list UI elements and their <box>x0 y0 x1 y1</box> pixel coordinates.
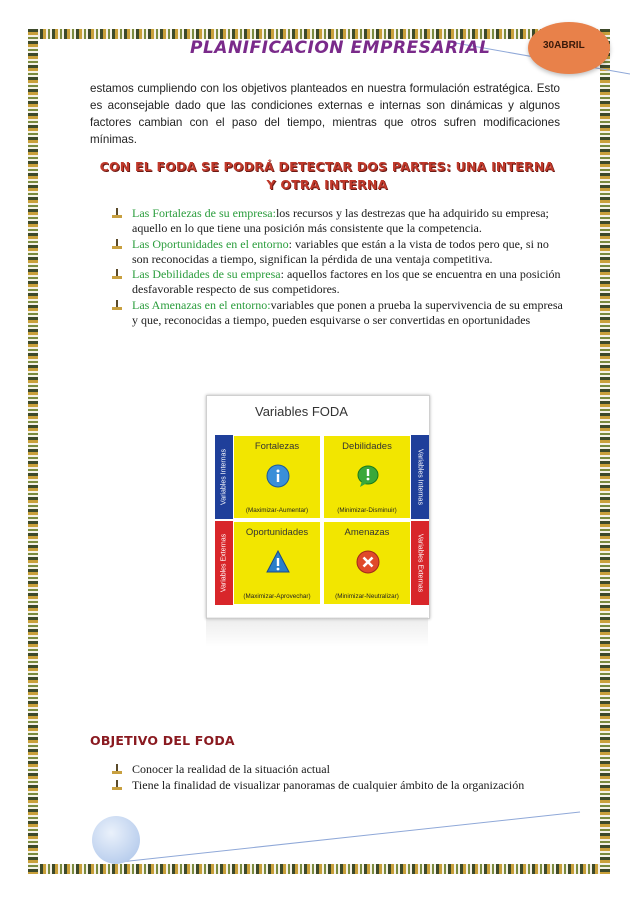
list-item <box>112 298 564 329</box>
intro-paragraph: estamos cumpliendo con los objetivos planteados en nuestra formulación estratégica. Esto es aconsejable dado que las condiciones externas e internas son dinámicas y algunos factores cambian con el paso del tiempo, mientras que otros sufren modificaciones mínimas. <box>90 82 560 146</box>
objetivo-bullet-list <box>112 762 582 793</box>
quadrant-amenazas: Amenazas (Minimizar-Neutralizar) <box>323 521 411 605</box>
oportunidades-colon: : <box>288 236 292 251</box>
info-circle-icon <box>266 464 290 488</box>
list-item <box>112 267 564 298</box>
list-item <box>112 762 582 778</box>
amenazas-term: Las Amenazas en el entorno: <box>132 297 271 312</box>
foda-heading-line-2: Y OTRA INTERNA <box>266 177 388 192</box>
bullet-marker-icon <box>112 300 122 310</box>
oportunidades-text: variables que están a la vista de todos pero que, si no son reconocidas a tiempo, significan la pérdida de una ventaja competitiva. <box>132 236 549 266</box>
debilidades-colon: : <box>280 267 284 282</box>
foda-bullet-list <box>112 206 564 328</box>
bullet-marker-icon <box>112 269 122 279</box>
footer-decorative-circle <box>92 816 140 864</box>
image-title: Variables FODA <box>255 404 348 419</box>
debilidades-text: aquellos factores en los que se encuentra en una posición desfavorable respecto de sus competidores. <box>132 267 561 297</box>
foda-variables-image <box>206 395 428 625</box>
quadrant-debilidades: Debilidades (Minimizar-Disminuir) <box>323 435 411 519</box>
side-label-internal-right: Variables Internas <box>411 435 429 519</box>
side-label-external-right: Variables Externas <box>411 521 429 605</box>
decorative-border-left <box>28 29 38 874</box>
footer-decorative-line <box>120 810 590 870</box>
objetivo-heading: OBJETIVO DEL FODA <box>90 733 235 748</box>
foda-heading-line-1: CON EL FODA SE PODRÁ DETECTAR DOS PARTES: UNA INTERNA <box>99 159 555 174</box>
list-item <box>112 778 582 794</box>
image-reflection <box>206 617 428 647</box>
objetivo-item-text: Tiene la finalidad de visualizar panoramas de cualquier ámbito de la organización <box>132 777 525 792</box>
list-item <box>112 206 564 237</box>
foda-matrix <box>220 435 424 605</box>
side-label-external-left: Variables Externas <box>215 521 233 605</box>
amenazas-text: variables que ponen a prueba la supervivencia de su empresa y que, reconocidas a tiempo, pueden esquivarse o ser convertidas en oportunidades <box>132 297 563 328</box>
bullet-marker-icon <box>112 239 122 249</box>
bullet-marker-icon <box>112 780 122 790</box>
list-item <box>112 237 564 268</box>
decorative-border-right <box>600 29 610 874</box>
objetivo-item-text: Conocer la realidad de la situación actual <box>132 762 330 776</box>
x-circle-icon <box>356 550 380 574</box>
fortalezas-term: Las Fortalezas de su empresa: <box>132 206 276 220</box>
quadrant-fortalezas: Fortalezas (Maximizar-Aumentar) <box>233 435 321 519</box>
debilidades-term: Las Debilidades de su empresa <box>132 267 281 282</box>
oportunidades-term: Las Oportunidades en el entorno <box>132 236 289 251</box>
side-label-internal-left: Variables Internas <box>215 435 233 519</box>
date-badge-label: 30ABRIL <box>543 40 585 51</box>
speech-bubble-icon <box>356 464 380 488</box>
page-title: PLANIFICACION EMPRESARIAL <box>190 38 491 58</box>
bullet-marker-icon <box>112 208 122 218</box>
quadrant-oportunidades: Oportunidades (Maximizar-Aprovechar) <box>233 521 321 605</box>
fortalezas-text: los recursos y las destrezas que ha adquirido su empresa; aquello en lo que tiene una posición más consistente que la competencia. <box>132 206 549 236</box>
bullet-marker-icon <box>112 764 122 774</box>
foda-section-heading <box>90 158 564 194</box>
image-frame <box>206 395 430 619</box>
warning-triangle-icon <box>266 550 290 574</box>
